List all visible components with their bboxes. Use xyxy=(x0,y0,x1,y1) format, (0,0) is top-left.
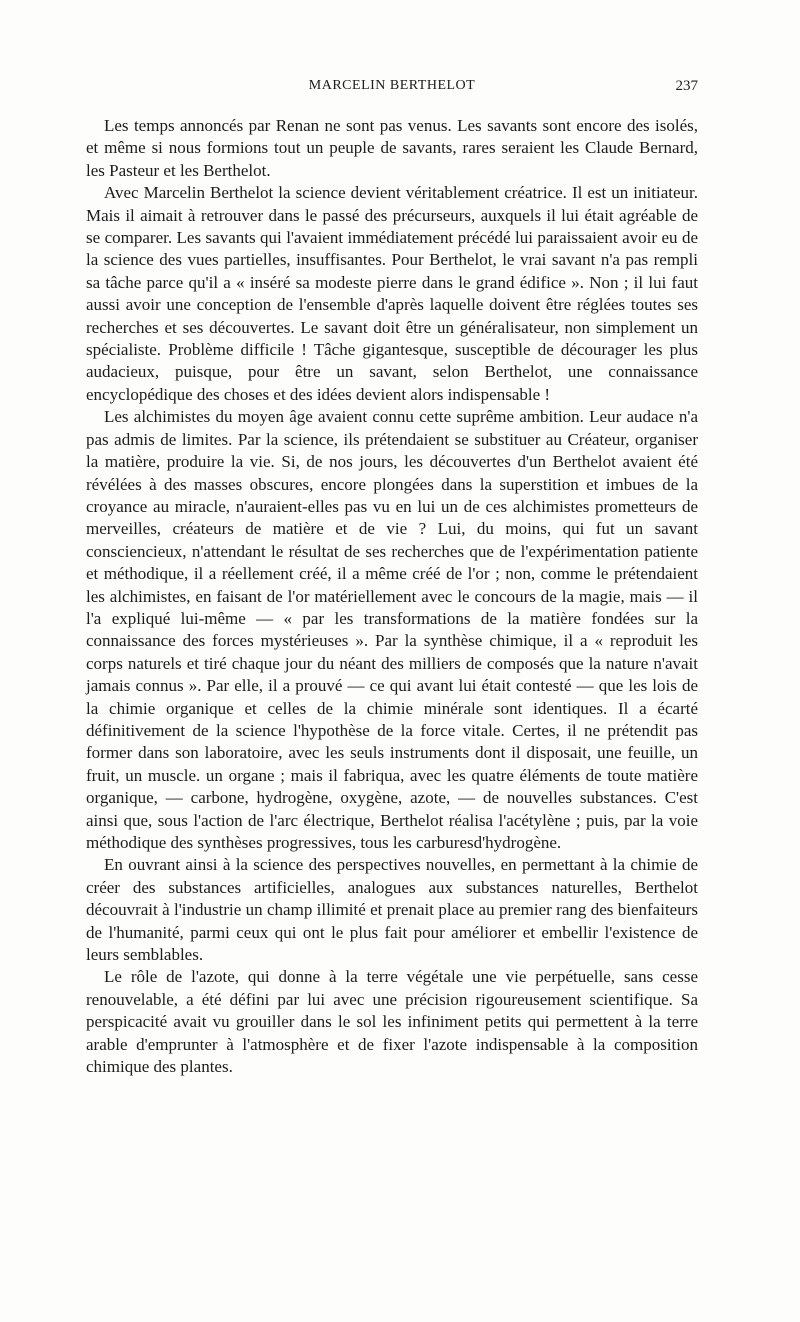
paragraph: Les temps annoncés par Renan ne sont pas venus. Les savants sont encore des isolés, et même si nous formions tout un peuple de savants, rares seraient les Claude Bernard, les Pasteur et les Berthelot. xyxy=(86,116,698,180)
page-number: 237 xyxy=(675,78,698,94)
paragraph: Le rôle de l'azote, qui donne à la terre végétale une vie perpétuelle, sans cesse renouvelable, a été défini par lui avec une précision rigoureusement scientifique. Sa perspicacité avait vu grouiller dans le sol les infiniment petits qui permettent à la terre arable d'emprunter à l'atmosphère et de fixer l'azote indispensable à la composition chimique des plantes. xyxy=(86,967,698,1077)
running-header xyxy=(86,78,698,100)
paragraph: En ouvrant ainsi à la science des perspectives nouvelles, en permettant à la chimie de créer des substances artificielles, analogues aux substances naturelles, Berthelot découvrait à l'industrie un champ illimité et prenait place au premier rang des bienfaiteurs de l'humanité, parmi ceux qui ont le plus fait pour améliorer et embellir l'existence de leurs semblables. xyxy=(86,855,698,965)
paragraph: Avec Marcelin Berthelot la science devient véritablement créatrice. Il est un initiateur. Mais il aimait à retrouver dans le passé des précurseurs, auxquels il lui était agréable de se comparer. Les savants qui l'avaient immédiatement précédé lui paraissaient avoir eu de la science des vues partielles, insuffisantes. Pour Berthelot, le vrai savant n'a pas rempli sa tâche parce qu'il a « inséré sa modeste pierre dans le grand édifice ». Non ; il lui faut aussi avoir une conception de l'ensemble d'après laquelle doivent être réglées toutes ses recherches et ses découvertes. Le savant doit être un généralisateur, non simplement un spécialiste. Problème difficile ! Tâche gigantesque, susceptible de décourager les plus audacieux, puisque, pour être un savant, selon Berthelot, une connaissance encyclopédique des choses et des idées devient alors indispensable ! xyxy=(86,183,698,404)
running-title: MARCELIN BERTHELOT xyxy=(308,78,476,93)
body-text xyxy=(86,115,698,1078)
paragraph: Les alchimistes du moyen âge avaient connu cette suprême ambition. Leur audace n'a pas admis de limites. Par la science, ils prétendaient se substituer au Créateur, organiser la matière, produire la vie. Si, de nos jours, les découvertes d'un Berthelot avaient été révélées à des masses obscures, encore plongées dans la superstition et imbues de la croyance au miracle, n'auraient-elles pas vu en lui un de ces alchimistes prometteurs de merveilles, créateurs de matière et de vie ? Lui, du moins, qui fut un savant consciencieux, n'attendant le résultat de ses recherches que de l'expérimentation patiente et méthodique, il a réellement créé, il a même créé de l'or ; non, comme le prétendaient les alchimistes, en faisant de l'or matériellement avec le concours de la magie, mais — il l'a expliqué lui-même — « par les transformations de la matière fondées sur la connaissance des forces mystérieuses ». Par la synthèse chimique, il a « reproduit les corps naturels et tiré chaque jour du néant des milliers de composés que la nature n'avait jamais connus ». Par elle, il a prouvé — ce qui avant lui était contesté — que les lois de la chimie organique et celles de la chimie minérale sont identiques. Il a écarté définitivement de la science l'hypothèse de la force vitale. Certes, il ne prétendit pas former dans son laboratoire, avec les seuls instruments dont il disposait, une feuille, un fruit, un muscle. un organe ; mais il fabriqua, avec les quatre éléments de toute matière organique, — carbone, hydrogène, oxygène, azote, — de nouvelles substances. C'est ainsi que, sous l'action de l'arc électrique, Berthelot réalisa l'acétylène ; puis, par la voie méthodique des synthèses progressives, tous les carburesd'hydrogène. xyxy=(86,407,698,852)
